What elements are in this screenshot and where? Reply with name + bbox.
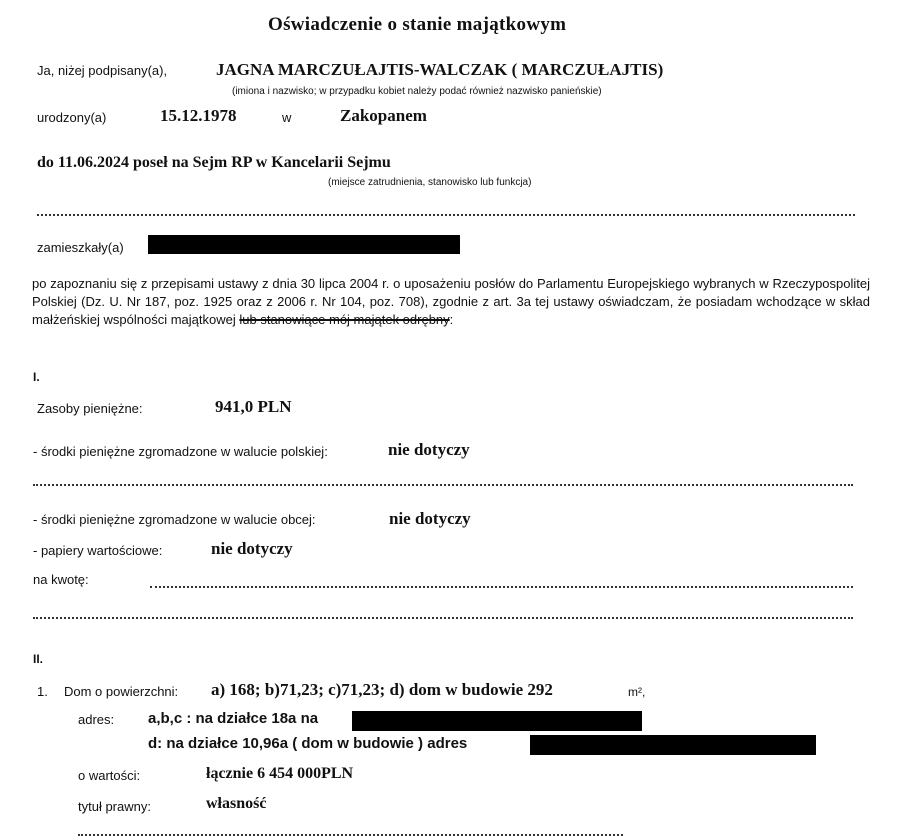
cash-label: Zasoby pieniężne: (37, 401, 143, 416)
address-line-2: d: na działce 10,96a ( dom w budowie ) adres (148, 735, 468, 752)
statement-end: : (449, 312, 454, 327)
redacted-address (148, 235, 460, 254)
redacted-address (352, 711, 642, 731)
amount-label: na kwotę: (33, 572, 89, 587)
redacted-address (530, 735, 816, 755)
item-number: 1. (37, 684, 48, 699)
statement-struck-text: lub stanowiące mój majątek odrębny (239, 312, 450, 327)
declarant-name: JAGNA MARCZUŁAJTIS-WALCZAK ( MARCZUŁAJTIS) (216, 60, 664, 79)
cash-value: 941,0 PLN (215, 397, 292, 416)
born-label: urodzony(a) (37, 110, 107, 125)
dotted-line (33, 617, 853, 619)
securities-label: - papiery wartościowe: (33, 543, 163, 558)
document-title: Oświadczenie o stanie majątkowym (268, 14, 567, 35)
pln-value: nie dotyczy (388, 440, 470, 459)
area-unit: m², (628, 685, 646, 699)
title-value: własność (206, 795, 267, 812)
dotted-line (78, 834, 623, 836)
section-1-heading: I. (33, 370, 40, 384)
pln-label: - środki pieniężne zgromadzone w walucie polskiej: (33, 444, 328, 459)
foreign-label: - środki pieniężne zgromadzone w walucie obcej: (33, 512, 316, 527)
foreign-value: nie dotyczy (389, 509, 471, 528)
declarant-label: Ja, niżej podpisany(a), (37, 63, 168, 78)
dotted-line (33, 484, 853, 486)
born-in-label: w (282, 110, 292, 125)
dotted-line (150, 586, 853, 588)
property-value: łącznie 6 454 000PLN (206, 765, 354, 782)
residence-label: zamieszkały(a) (37, 240, 124, 255)
statement-text: po zapoznaniu się z przepisami ustawy z dnia 30 lipca 2004 r. o uposażeniu posłów do Parlamentu Europejskiego wybranych w Rzeczypospolitej Polskiej (Dz. U. Nr 187, poz. 1925 oraz z 2006 r. Nr 104, poz. 708), zgodnie z art. 3a tej ustawy oświadczam, że posiadam wchodzące w skład małżeńskiej wspólności majątkowej (32, 276, 870, 327)
employment-hint: (miejsce zatrudnienia, stanowisko lub funkcja) (328, 177, 532, 188)
title-label: tytuł prawny: (78, 799, 151, 814)
address-label: adres: (78, 712, 115, 727)
dotted-line (37, 214, 855, 216)
employment: do 11.06.2024 poseł na Sejm RP w Kancelarii Sejmu (37, 154, 391, 171)
house-label: Dom o powierzchni: (64, 684, 179, 699)
birth-date: 15.12.1978 (160, 106, 237, 125)
value-label: o wartości: (78, 768, 141, 783)
name-hint: (imiona i nazwisko; w przypadku kobiet należy podać również nazwisko panieńskie) (232, 86, 602, 97)
birth-place: Zakopanem (340, 106, 427, 125)
securities-value: nie dotyczy (211, 539, 293, 558)
statement-paragraph (32, 275, 870, 329)
house-value: a) 168; b)71,23; c)71,23; d) dom w budowie 292 (211, 680, 553, 699)
address-line-1: a,b,c : na działce 18a na (148, 710, 319, 727)
section-2-heading: II. (33, 652, 44, 666)
